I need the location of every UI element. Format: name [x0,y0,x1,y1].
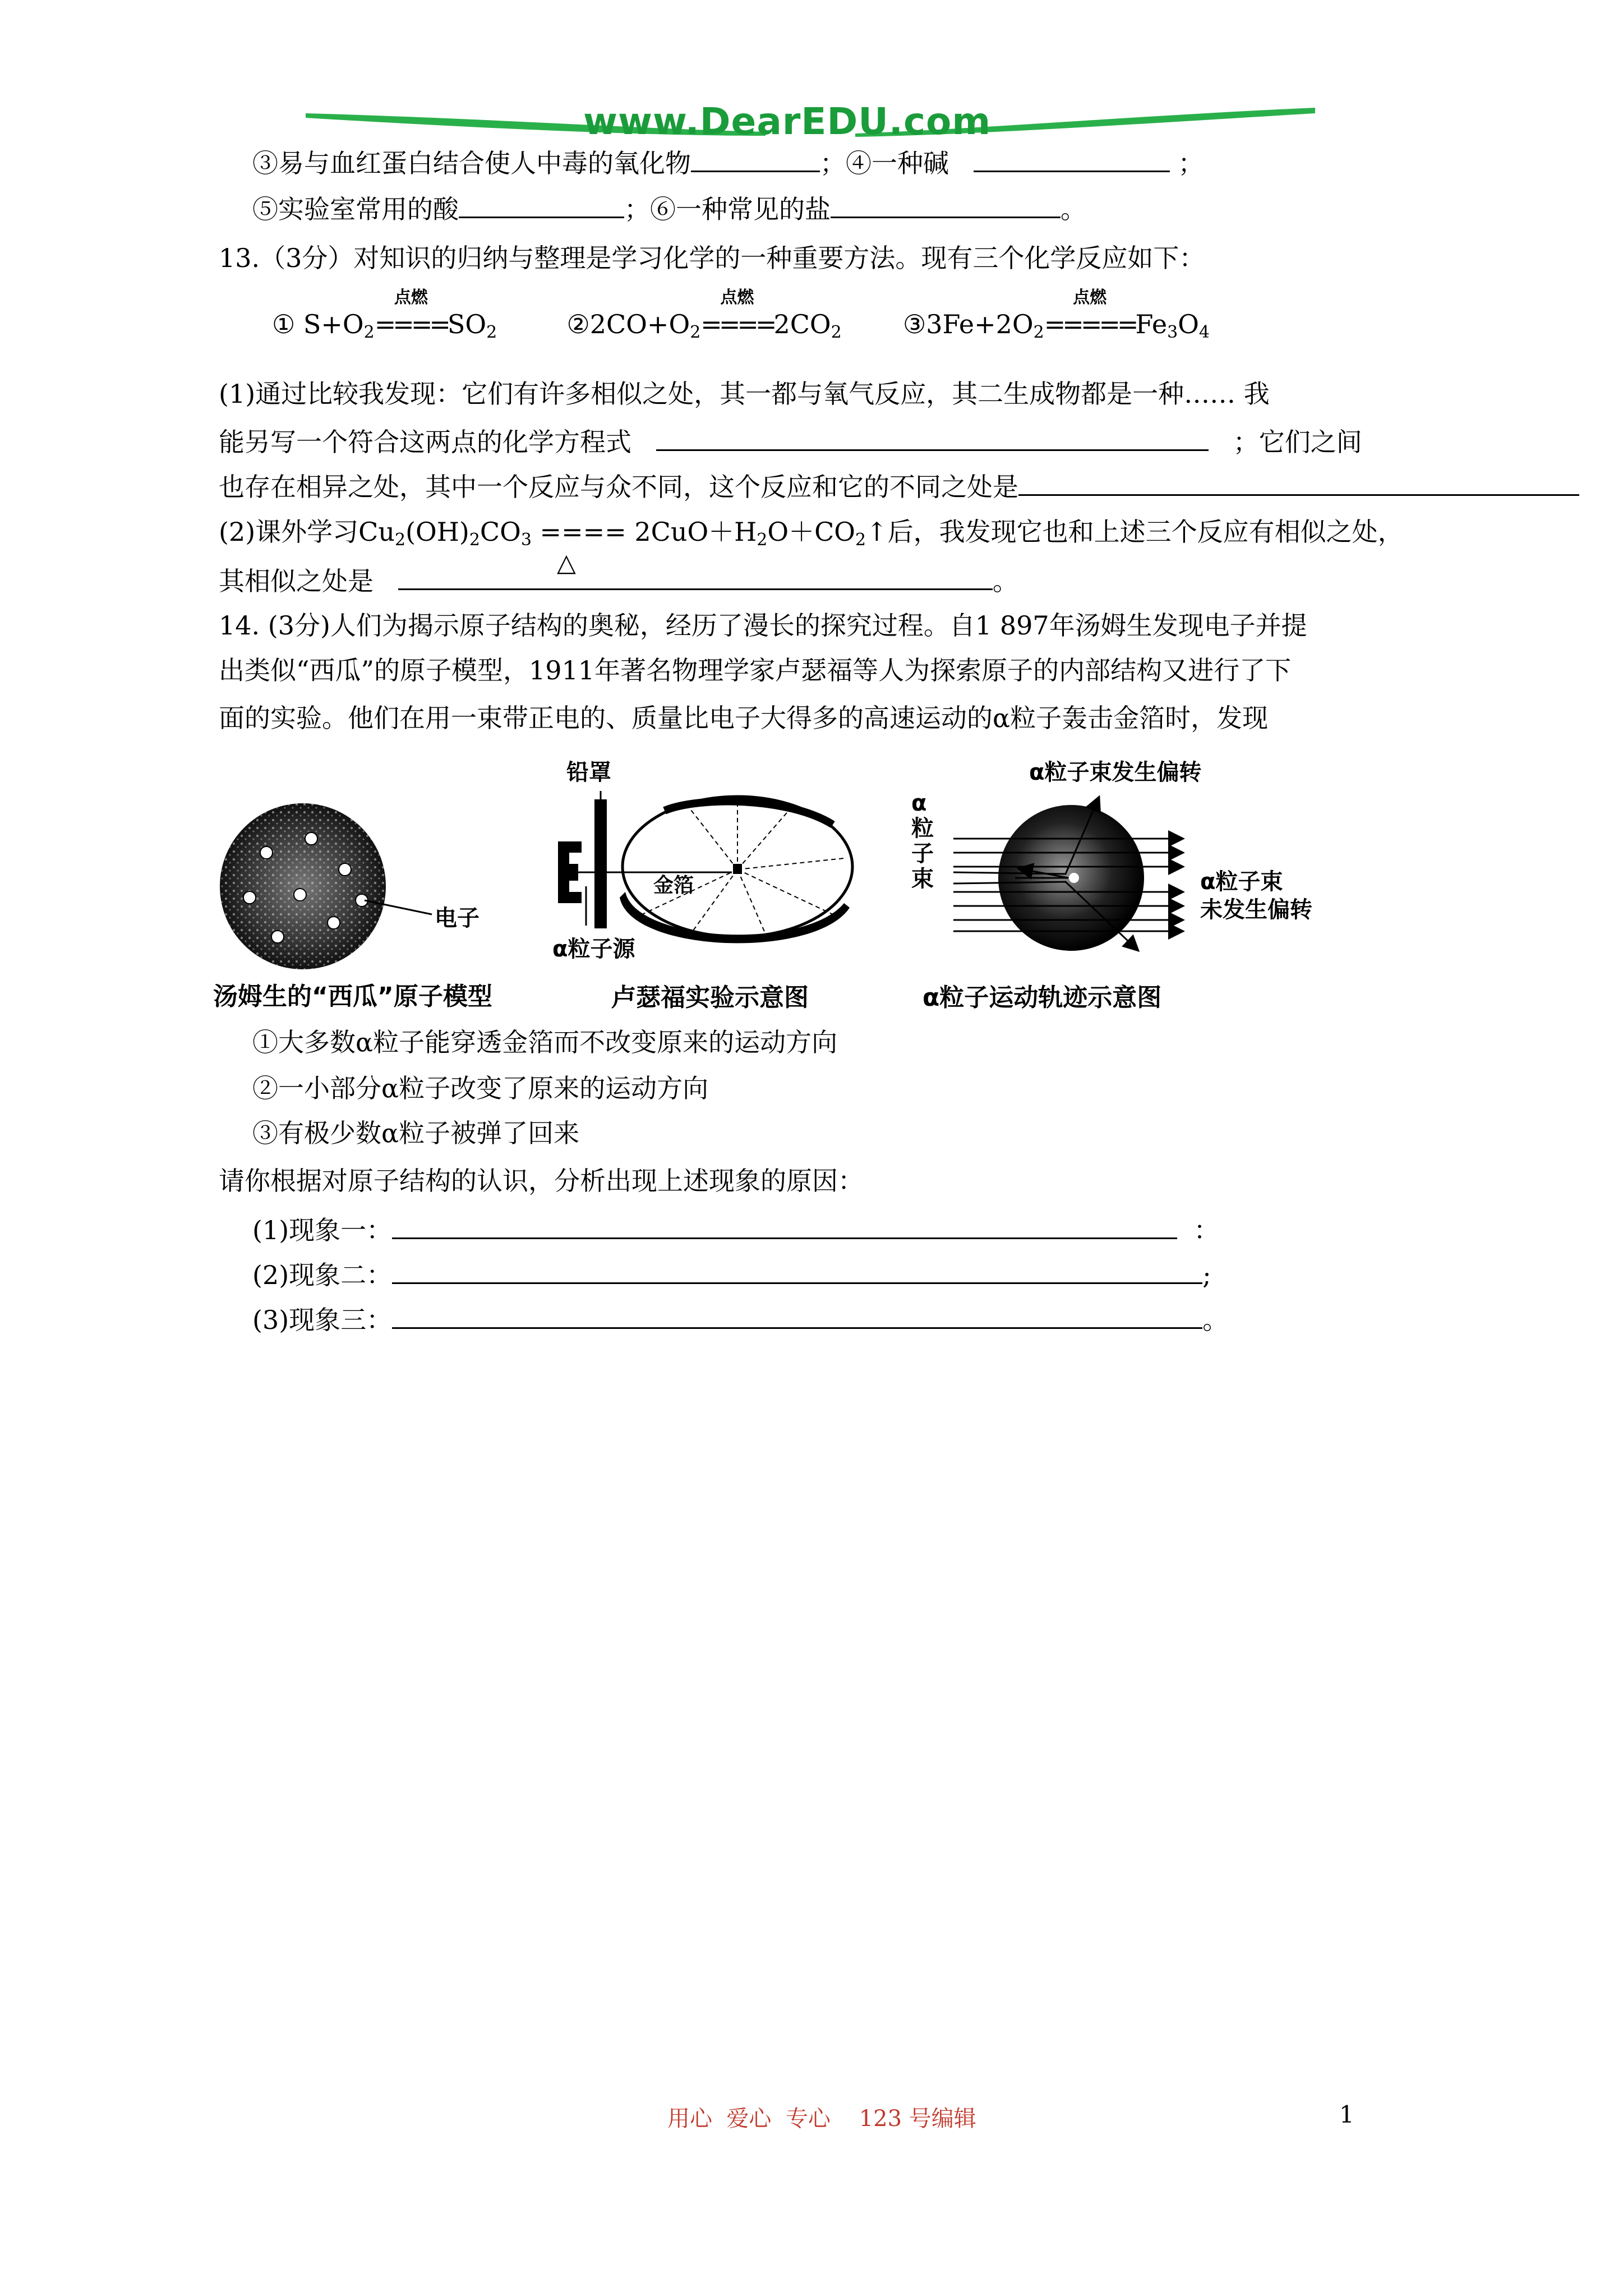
q14-ask: 请你根据对原子结构的认识，分析出现上述现象的原因： [219,1166,864,1196]
rutherford-apparatus [552,757,866,959]
atom-sphere-illustration [216,802,530,970]
answer-blank[interactable] [974,145,1170,172]
q14-line1: 14. (3分)人们为揭示原子结构的奥秘，经历了漫长的探究过程。自1 897年汤姆生发现电子并提 [219,610,1307,641]
undeflected-label-2: 未发生偏转 [1200,897,1312,923]
figure-rutherford-setup [552,757,866,1015]
page-number: 1 [1339,2101,1354,2128]
observation-1: ①大多数α粒子能穿透金箔而不改变原来的运动方向 [252,1027,838,1057]
q13-p1-line1: (1)通过比较我发现：它们有许多相似之处，其一都与氧气反应，其二生成物都是一种…… 我 [219,379,1270,409]
observation-3: ③有极少数α粒子被弹了回来 [252,1118,580,1148]
header-banner [306,101,1315,146]
answer-blank[interactable] [1018,468,1579,496]
answer-blank[interactable] [831,191,1061,218]
q13-p1-line2: 能另写一个符合这两点的化学方程式 ；它们之间 [219,424,1362,459]
q13-p1-line3: 也存在相异之处，其中一个反应与众不同，这个反应和它的不同之处是 [219,468,1579,504]
answer-row-3: (3)现象三： 。 [252,1301,1228,1337]
q13-p2-line1: (2)课外学习$Cu_2(OH)_2CO_3$ ==== $2CuO+H_2O+CO_2↑$后，我发现它也和上述三个反应有相似之处， [219,517,1404,550]
answer-blank[interactable] [392,1301,1202,1329]
q14-line2: 出类似“西瓜”的原子模型，1911年著名物理学家卢瑟福等人为探索原子的内部结构又进行了下 [219,655,1292,685]
answer-blank[interactable] [392,1257,1202,1284]
figure-thomson-model [213,802,530,1015]
answer-blank[interactable] [691,145,820,172]
deflected-beam-label: α粒子束发生偏转 [1029,760,1202,785]
eq3: $③3Fe+2O_2$ 点燃 $=====Fe_3O_4$ [902,288,1210,342]
alpha-source-label: α粒子源 [552,936,635,962]
q13-p2-line2: 其相似之处是 。 [219,563,1018,598]
header-site-name[interactable]: www.DearEDU.com [583,100,992,143]
q13-equations [272,288,1210,349]
lead-shield-label: 铅罩 [566,760,611,785]
eq1: ① $S+O_2$ 点燃 $====SO_2$ [272,288,497,342]
answer-blank[interactable] [392,1212,1177,1239]
eq2: $②2CO+O_2$ 点燃 $====2CO_2$ [566,288,842,342]
answer-blank[interactable] [656,424,1209,451]
q12-line1: ③易与血红蛋白结合使人中毒的氧化物 ；④一种碱 ； [252,145,1204,180]
footer-text: 用心 爱心 专心 123 号编辑 [667,2106,976,2132]
fig3-caption: α粒子运动轨迹示意图 [923,983,1162,1012]
answer-row-1: (1)现象一： ： [252,1212,1219,1247]
fig2-caption: 卢瑟福实验示意图 [611,983,809,1012]
observation-2: ②一小部分α粒子改变了原来的运动方向 [252,1073,709,1103]
answer-row-2: (2)现象二： ; [252,1257,1211,1292]
q13-stem: 13.（3分）对知识的归纳与整理是学习化学的一种重要方法。现有三个化学反应如下： [219,243,1205,273]
alpha-trajectory-diagram [903,757,1363,959]
electron-label: 电子 [435,905,479,931]
answer-blank[interactable] [398,563,993,590]
gold-foil-label: 金箔 [653,874,694,897]
fig1-caption: 汤姆生的“西瓜”原子模型 [213,982,492,1011]
answer-blank[interactable] [459,191,624,218]
delta-symbol: △ [557,549,576,577]
figure-alpha-trajectories [903,757,1363,1015]
q14-line3: 面的实验。他们在用一束带正电的、质量比电子大得多的高速运动的α粒子轰击金箔时，发现 [219,703,1269,733]
q12-line2: ⑤实验室常用的酸 ；⑥一种常见的盐 。 [252,191,1086,226]
beam-label: α 粒 子 束 [911,790,934,892]
undeflected-label-1: α粒子束 [1200,869,1283,895]
